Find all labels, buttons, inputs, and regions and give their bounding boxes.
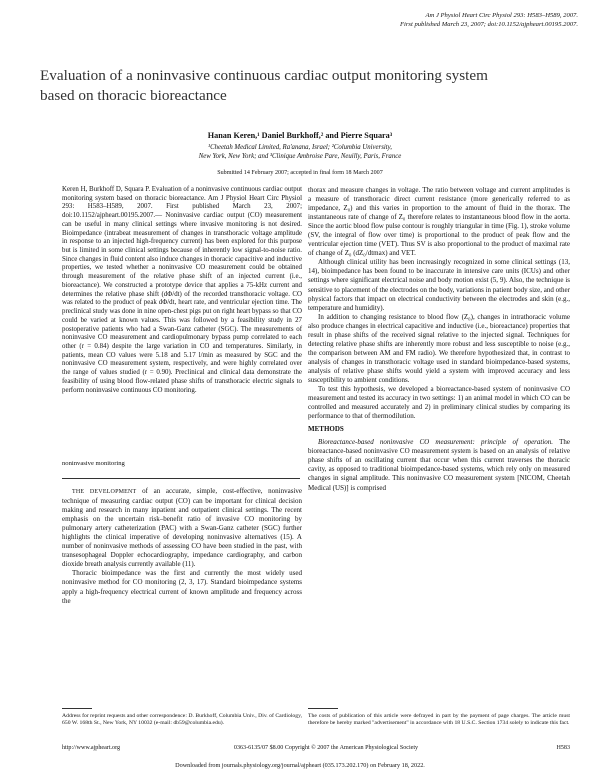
methods-paragraph-1-text: The bioreactance-based noninvasive CO measurement system is based on an analysis of relative phase shifts of an oscillating current that occur when this current traverses the thoracic cavity, as opposed to traditional bioimpedance-based systems, which rely only on measured changes in signal amplitude. This noninvasive CO measurement system [NICOM, Cheetah Medical (US)] is comprised [308,438,570,492]
intro-paragraph-6: To test this hypothesis, we developed a bioreactance-based system of noninvasive CO measurement and tested its accuracy in two settings: 1) an animal model in which CO can be controlled and measured accurately and 2) in preliminary clinical studies by comparing its performance to that of thermodilution. [308,385,570,421]
abstract: Keren H, Burkhoff D, Squara P. Evaluation of a noninvasive continuous cardiac output monitoring system based on thoracic bioreactance. Am J Physiol Heart Circ Physiol 293: H583–H589, 2007. First published March 23, 2007; doi:10.1152/ajpheart.00195.2007.— Noninvasive cardiac output (CO) measurement can be useful in many clinical settings where invasive monitoring is not desired. Bioimpedance (intrabeat measurement of changes in transthoracic voltage amplitude in response to an injected high-frequency current) has been explored for this purpose but is limited in some clinical settings because of inherently low signal-to-noise ratio. Since changes in fluid content also induce changes in thoracic capacitive and inductive properties, we tested whether a noninvasive CO measurement could be obtained through measurement of the relative phase shift of an injected current (i.e., bioreactance). We constructed a prototype device that applies a 75-kHz current and determines the relative phase shift (dΦ/dt) of the recorded transthoracic voltage. CO was related to the product of peak dΦ/dt, heart rate, and ventricular ejection time. The preclinical study was done in nine open-chest pigs put on right heart bypass so that CO could be varied at known values. This was followed by a feasibility study in 27 postoperative patients who had a Swan-Ganz catheter (SGC). The measurements of noninvasive CO measurement and cardiopulmonary bypass pump correlated to each other (r = 0.84) despite the large variation in CO and temperatures. Similarly, in patients, mean CO values were 5.18 and 5.17 l/min as measured by SGC and the noninvasive CO measurement system, respectively, and were highly correlated over the range of values studied (r = 0.90). Preclinical and clinical data demonstrate the feasibility of using blood flow-related phase shifts of transthoracic electric signals to perform noninvasive continuous CO monitoring. [62,186,302,394]
left-column [62,487,302,606]
affiliation-line-2: New York, New York; and ³Clinique Ambroise Pare, Neuilly, Paris, France [198,153,402,161]
abstract-divider [62,478,300,479]
title-line-1: Evaluation of a noninvasive continuous cardiac output monitoring system [40,67,488,84]
article-title [40,66,580,106]
footnote-correspondence: Address for reprint requests and other correspondence: D. Burkhoff, Columbia Univ., Div. of Cardiology, 650 W. 168th St., New York, NY 10032 (e-mail: db59@columbia.edu). [62,713,302,727]
affiliations [40,143,560,161]
copyright: 0363-6135/07 $8.00 Copyright © 2007 the American Physiological Society [233,745,419,751]
journal-citation: Am J Physiol Heart Circ Physiol 293: H583–H589, 2007. [425,12,578,19]
intro-lead-in: THE DEVELOPMENT [72,489,137,495]
journal-url[interactable]: http://www.ajpheart.org [62,745,121,751]
intro-paragraph-5: In addition to changing resistance to blood flow (Z₀), changes in intrathoracic volume also produce changes in electrical capacitive and inductive (i.e., bioreactance) properties that result in phase shifts of the received signal relative to the injected signal. Techniques for detecting relative phase shifts are inherently more robust and less susceptible to noise (e.g., the comparison between AM and FM radio). We therefore hypothesized that, in contrast to analysis of changes in transthoracic voltage used in standard bioimpedance-based systems, analysis of relative phase shifts would yield a system with improved accuracy and less susceptibility to ambient conditions. [308,312,570,384]
submitted-date: Submitted 14 February 2007; accepted in final form 18 March 2007 [217,170,383,176]
title-line-2: based on thoracic bioreactance [40,87,227,104]
intro-paragraph-2: Thoracic bioimpedance was the first and currently the most widely used noninvasive method for CO monitoring (2, 3, 17). Standard bioimpedance systems apply a high-frequency electrical current of known amplitude and frequency across the [62,569,302,605]
author-list: Hanan Keren,¹ Daniel Burkhoff,² and Pierre Squara³ [207,131,393,140]
intro-paragraph-1 [62,487,302,569]
methods-heading: METHODS [308,425,344,434]
affiliation-line-1: ¹Cheetah Medical Limited, Ra'anana, Israel; ²Columbia University, [208,144,392,151]
footnote-page-charges: The costs of publication of this article were defrayed in part by the payment of page charges. The article must therefore be hereby marked "advertisement" in accordance with 18 U.S.C. Section 1734 solely to indicate this fact. [308,713,570,727]
journal-doi: First published March 23, 2007; doi:10.1152/ajpheart.00195.2007. [399,20,578,28]
intro-paragraph-1-text: of an accurate, simple, cost-effective, noninvasive technique of measuring cardiac output (CO) can be important for clinical decision making and research in many inpatient and outpatient clinical settings. The recent emphasis on the uncertain risk–benefit ratio of invasive CO monitoring by pulmonary artery catheterization (PAC) with a Swan-Ganz catheter (SGC) further highlights the clinical imperative of developing noninvasive alternatives (15). A number of noninvasive methods of assessing CO have been studied in the past, with transesophageal Doppler echocardiography, impedance cardiography, and carbon dioxide breath analysis currently available (11). [62,487,303,569]
keywords: noninvasive monitoring [62,460,125,467]
page-number: H583 [556,745,570,751]
journal-header [178,12,578,29]
footnote-rule-left [62,708,92,709]
footnote-rule-right [308,708,338,709]
methods-paragraph-1 [308,438,570,492]
download-notice: Downloaded from journals.physiology.org/journal/ajpheart (035.173.202.170) on February 18, 2022. [175,762,425,769]
intro-paragraph-4: Although clinical utility has been increasingly recognized in some clinical settings (13, 14), bioimpedance has been found to be inaccurate in intensive care units (ICUs) and other settings where significant electrical noise and body motion exist (5, 9). Also, the technique is sensitive to placement of the electrodes on the body, variations in patient body size, and other physical factors that impact on electrical conductivity between the electrodes and skin (e.g., temperature and humidity). [308,258,570,312]
right-column [308,186,570,493]
methods-subheading: Bioreactance-based noninvasive CO measurement: principle of operation. [318,438,554,447]
intro-paragraph-3: thorax and measure changes in voltage. The ratio between voltage and current amplitudes is a measure of transthoracic direct current resistance (more generically referred to as impedance, Z₀) and this varies in proportion to the amount of fluid in the thorax. The instantaneous rate of change of Z₀ therefore relates to instantaneous blood flow in the aorta. Since the aortic blood flow pulse contour is roughly triangular in time (Fig. 1), stroke volume (SV, the integral of flow over time) is proportional to the product of peak flow and the ventricular ejection time (VET). Thus SV is also proportional to the product of maximal rate of change of Z₀ (dZ₀/dtmax) and VET. [308,186,570,258]
